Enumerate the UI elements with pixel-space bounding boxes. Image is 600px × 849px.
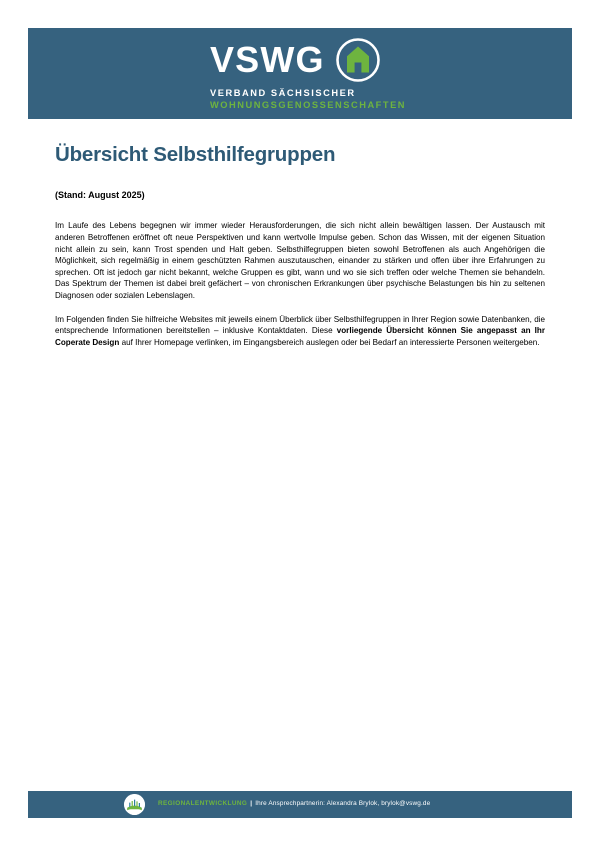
footer-text xyxy=(158,801,430,807)
footer-contact-info: Ihre Ansprechpartnerin: Alexandra Brylok, brylok@vswg.de xyxy=(255,800,431,808)
vswg-logo xyxy=(210,37,406,110)
logo-top-row xyxy=(210,37,381,83)
page-title: Übersicht Selbsthilfegruppen xyxy=(55,143,336,166)
header-band xyxy=(28,28,572,119)
footer-separator: | xyxy=(250,800,253,808)
usage-paragraph-part2: auf Ihrer Homepage verlinken, im Eingangsbereich auslegen oder bei Bedarf an interessierte Personen weitergeben. xyxy=(119,337,540,347)
logo-subtitle-line2: WOHNUNGSGENOSSENSCHAFTEN xyxy=(209,100,407,110)
intro-paragraph: Im Laufe des Lebens begegnen wir immer wieder Herausforderungen, die sich nicht allein bewältigen lassen. Der Austausch mit anderen Betroffenen eröffnet oft neue Perspektiven und kann wertvolle Impulse geben. Schon das Wissen, mit der eigenen Situation nicht allein zu sein, kann Trost spenden und Halt geben. Selbsthilfegruppen bieten sowohl Betroffenen als auch Angehörigen die Möglichkeit, sich regelmäßig in einem geschützten Rahmen auszutauschen, einander zu stärken und offen über ihre Erfahrungen zu sprechen. Oft ist jedoch gar nicht bekannt, welche Gruppen es gibt, wann und wo sie sich treffen oder welche Themen sie behandeln. Das Spektrum der Themen ist dabei breit gefächert – von chronischen Erkrankungen über psychische Belastungen bis hin zu seltenen Diagnosen oder sozialen Lebenslagen. xyxy=(55,221,545,300)
logo-subtitle-line1: VERBAND SÄCHSISCHER xyxy=(209,87,356,98)
usage-paragraph-part1: Im Folgenden finden Sie hilfreiche Websites mit jeweils einem Überblick über Selbsthilfegruppen in Ihrer Region sowie Datenbanken, die entsprechende Informationen bereitstellen – inklusive Kontaktdaten. Diese xyxy=(55,314,545,336)
footer-department-label: REGIONALENTWICKLUNG xyxy=(158,800,248,808)
document-status-date: (Stand: August 2025) xyxy=(55,189,145,200)
logo-wordmark: VSWG xyxy=(209,38,325,80)
footer-band xyxy=(28,791,572,818)
usage-paragraph-emphasis: vorliegende Übersicht können Sie angepasst an Ihr Coperate Design xyxy=(55,326,545,347)
document-content xyxy=(55,143,545,348)
usage-paragraph xyxy=(55,314,545,349)
regional-development-circle-icon xyxy=(124,794,145,815)
house-in-circle-icon xyxy=(335,37,381,83)
